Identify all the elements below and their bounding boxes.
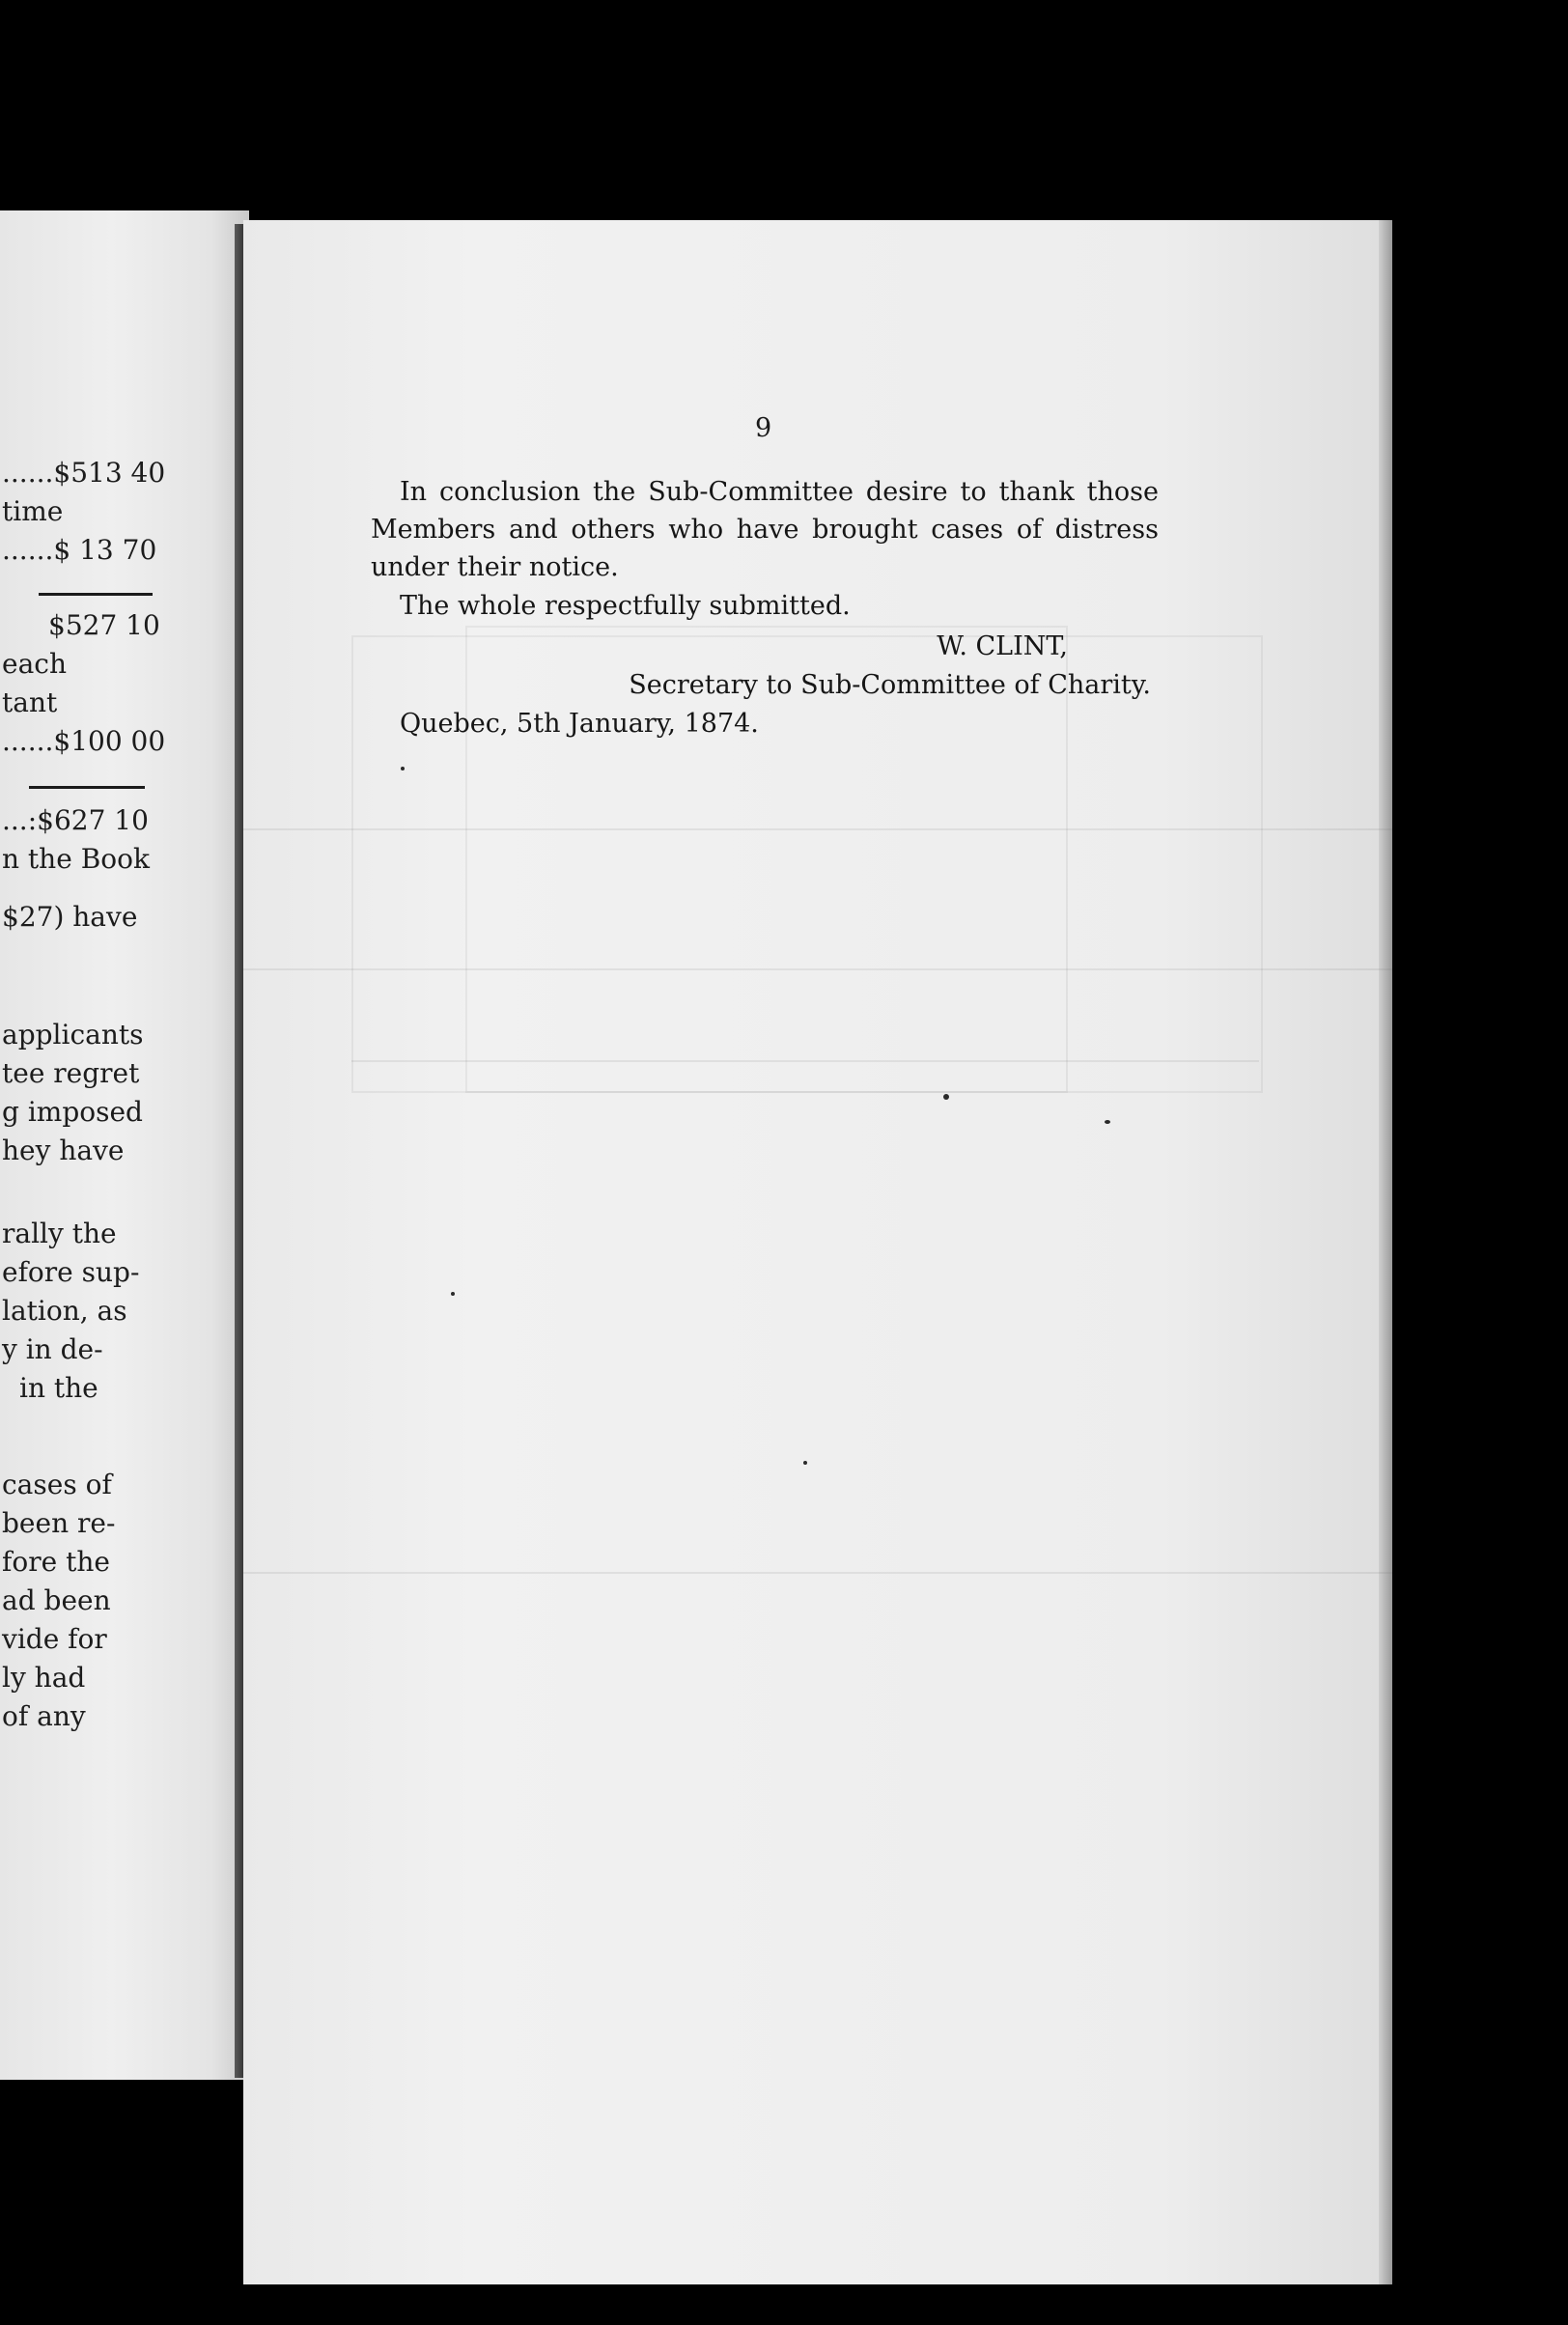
ink-speck	[943, 1094, 949, 1100]
left-page-line: g imposed	[2, 1096, 143, 1128]
left-page	[0, 210, 249, 2080]
left-page-line: $27) have	[2, 901, 138, 933]
left-page-line: fore the	[2, 1546, 110, 1578]
signatory-name: W. CLINT,	[937, 631, 1068, 661]
left-page-line: lation, as	[2, 1295, 127, 1327]
show-through-rule	[351, 1060, 1259, 1062]
left-page-line: each	[2, 648, 67, 680]
show-through-rule	[243, 828, 1392, 830]
left-page-line: applicants	[2, 1019, 144, 1050]
closing-line: The whole respectfully submitted.	[400, 591, 851, 621]
left-page-line: ad been	[2, 1584, 111, 1616]
sum-rule	[39, 593, 153, 596]
left-page-line: ly had	[2, 1662, 86, 1694]
dateline: Quebec, 5th January, 1874.	[400, 709, 759, 739]
page-number: 9	[755, 413, 772, 443]
left-page-line: n the Book	[2, 843, 150, 875]
left-page-line: tee regret	[2, 1057, 140, 1089]
left-page-line: ......$ 13 70	[2, 534, 157, 566]
left-page-line: ......$100 00	[2, 725, 166, 757]
left-page-line: $527 10	[48, 609, 160, 641]
left-page-line: ......$513 40	[2, 457, 166, 489]
left-page-line: of any	[2, 1700, 86, 1732]
ink-speck	[451, 1292, 455, 1296]
left-page-line: ...:$627 10	[2, 804, 149, 836]
show-through-rule	[243, 968, 1392, 970]
ink-speck	[1105, 1120, 1110, 1124]
left-page-line: hey have	[2, 1134, 125, 1166]
body-paragraph: In conclusion the Sub-Committee desire to thank those Members and others who have brought cases of distress under their notice.	[371, 477, 1159, 582]
left-page-line: time	[2, 495, 64, 527]
show-through-rule	[243, 1572, 1392, 1574]
sum-rule	[29, 786, 145, 789]
left-page-line: y in de-	[2, 1333, 103, 1365]
left-page-line: efore sup-	[2, 1256, 140, 1288]
ink-speck	[803, 1461, 807, 1465]
signatory-title: Secretary to Sub-Committee of Charity.	[629, 670, 1151, 700]
left-page-line: cases of	[2, 1469, 112, 1500]
page-edge-shadow	[1379, 220, 1392, 2284]
left-page-line: rally the	[2, 1218, 117, 1249]
right-page	[243, 220, 1392, 2284]
left-page-line: in the	[19, 1372, 98, 1404]
left-page-line: tant	[2, 686, 58, 718]
left-page-line: been re-	[2, 1507, 116, 1539]
left-page-line: vide for	[2, 1623, 107, 1655]
ink-speck	[401, 767, 405, 770]
